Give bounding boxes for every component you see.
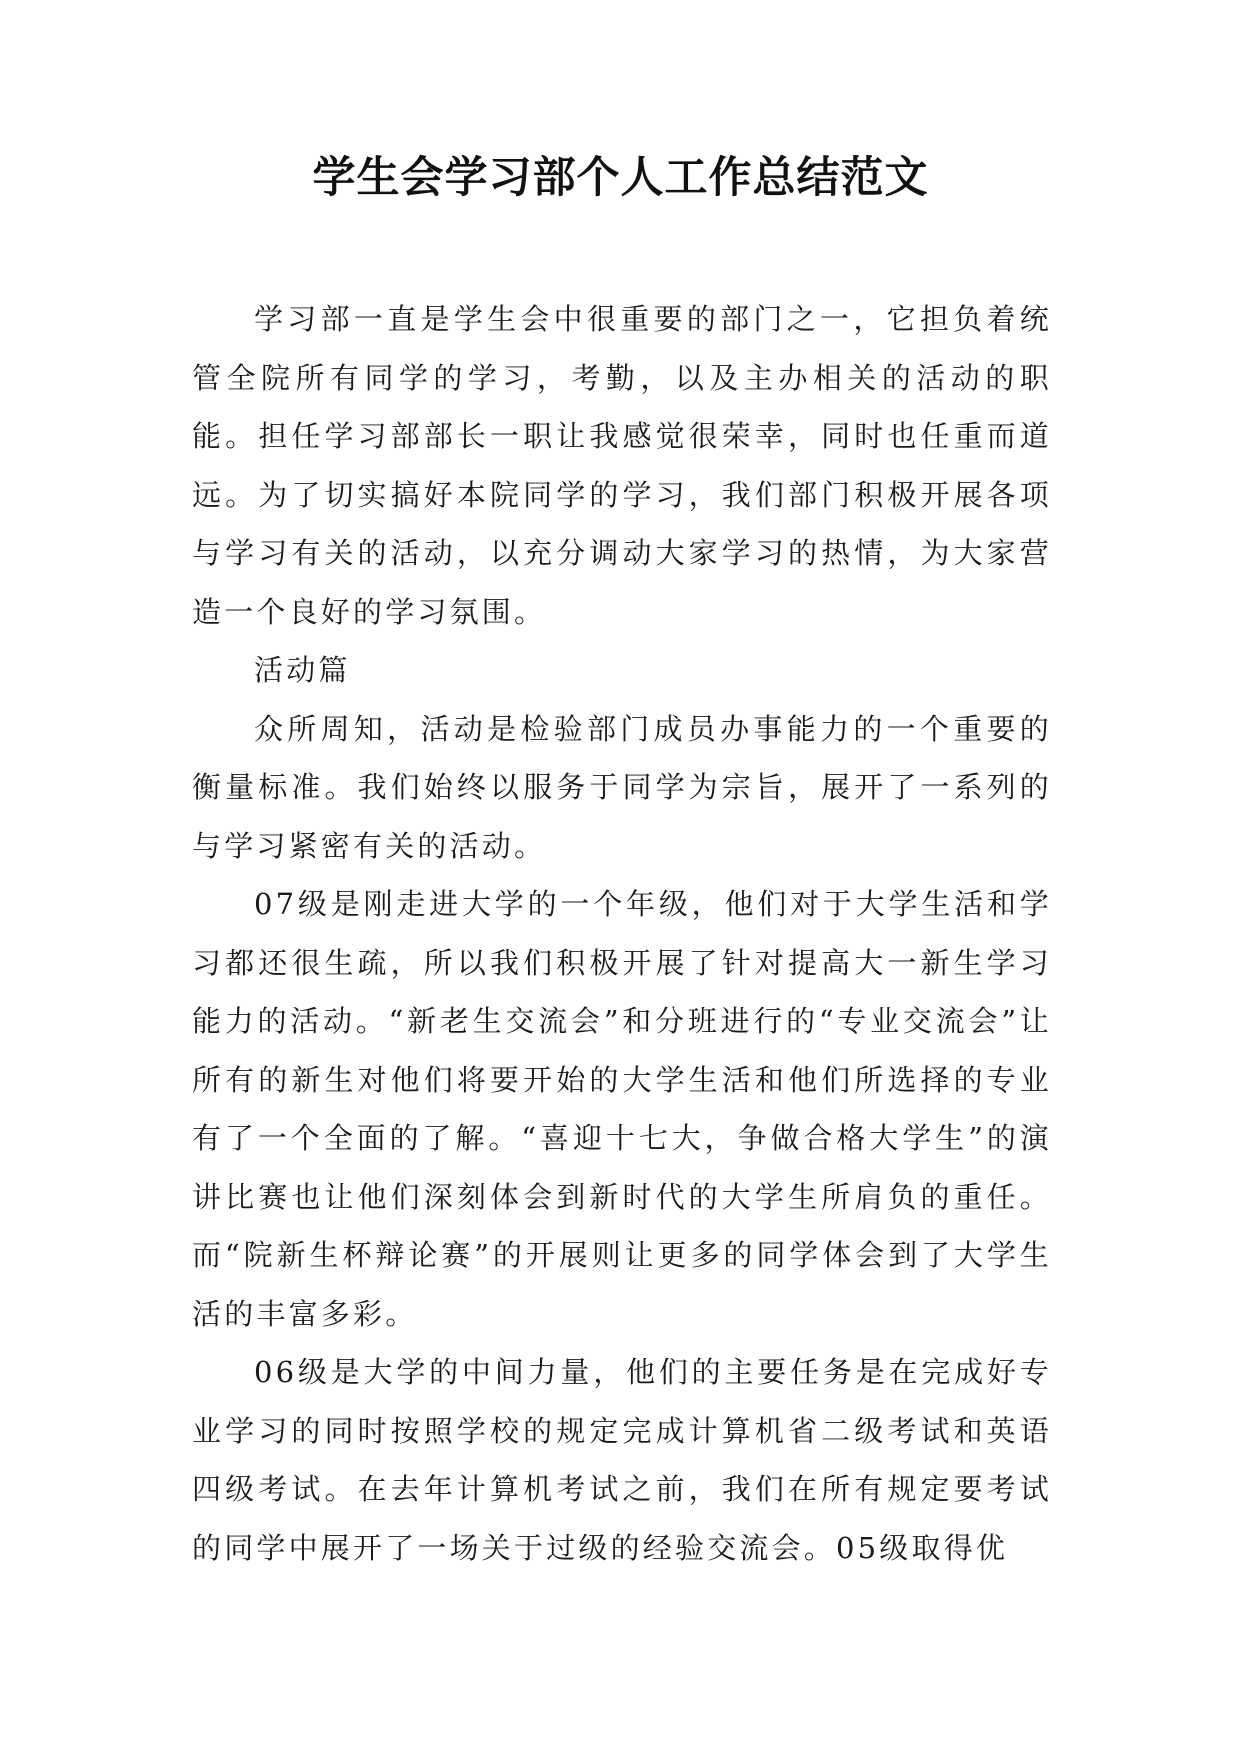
paragraph-grade-07: 07级是刚走进大学的一个年级，他们对于大学生活和学习都还很生疏，所以我们积极开展了针对提高大一新生学习能力的活动。“新老生交流会”和分班进行的“专业交流会”让所有的新生对他们将要开始的大学生活和他们所选择的专业有了一个全面的了解。“喜迎十七大，争做合格大学生”的演讲比赛也让他们深刻体会到新时代的大学生所肩负的重任。而“院新生杯辩论赛”的开展则让更多的同学体会到了大学生活的丰富多彩。 [192,887,1052,1331]
paragraph-intro: 学习部一直是学生会中很重要的部门之一，它担负着统管全院所有同学的学习，考勤，以及主办相关的活动的职能。担任学习部部长一职让我感觉很荣幸，同时也任重而道远。为了切实搞好本院同学的学习，我们部门积极开展各项与学习有关的活动，以充分调动大家学习的热情，为大家营造一个良好的学习氛围。 [192,302,1052,629]
section-heading-activities: 活动篇 [254,653,351,687]
document-body [192,290,1052,1577]
paragraph-activities-overview: 众所周知，活动是检验部门成员办事能力的一个重要的衡量标准。我们始终以服务于同学为宗旨，展开了一系列的与学习紧密有关的活动。 [192,711,1052,863]
paragraph-grade-06: 06级是大学的中间力量，他们的主要任务是在完成好专业学习的同时按照学校的规定完成计算机省二级考试和英语四级考试。在去年计算机考试之前，我们在所有规定要考试的同学中展开了一场关于过级的经验交流会。05级取得优 [192,1355,1052,1565]
document-title: 学生会学习部个人工作总结范文 [312,153,929,203]
